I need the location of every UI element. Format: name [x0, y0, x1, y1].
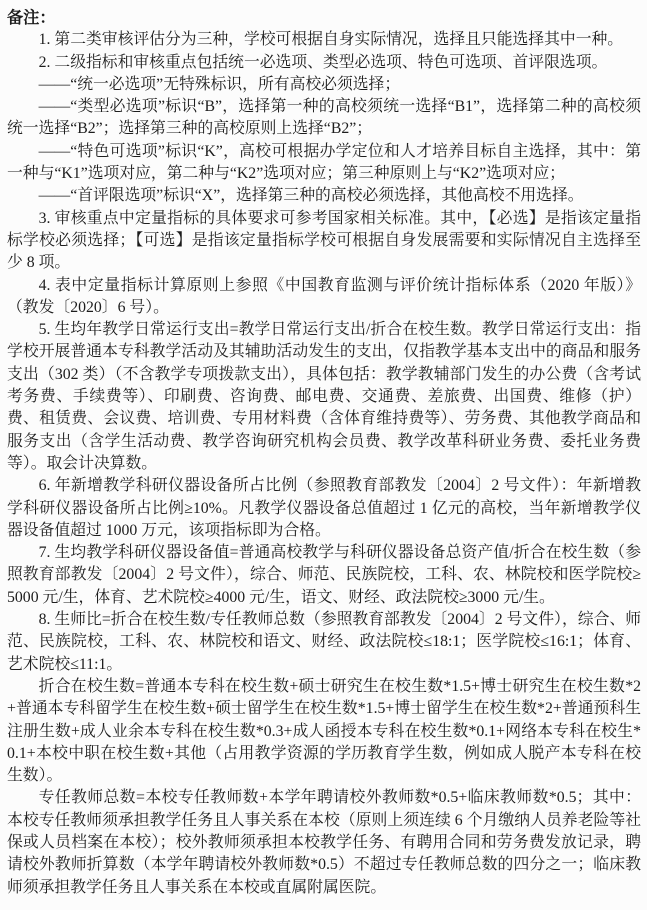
note-paragraph-2b: ——“类型必选项”标识“B”，选择第一种的高校须统一选择“B1”，选择第二种的高校须统一选择“B2”；选择第三种的高校原则上选择“B2”； — [7, 98, 641, 138]
note-paragraph-4: 4. 表中定量指标计算原则上参照《中国教育监测与评价统计指标体系（2020 年版）》（教发〔2020〕6 号）。 — [7, 276, 641, 316]
note-paragraph-2d: ——“首评限选项”标识“X”，选择第三种的高校必须选择，其他高校不用选择。 — [38, 187, 584, 205]
note-paragraph-2c: ——“特色可选项”标识“K”，高校可根据办学定位和人才培养目标自主选择，其中：第一种与“K1”选项对应，第二种与“K2”选项对应；第三种原则上与“K2”选项对应； — [7, 142, 641, 183]
note-paragraph-5: 5. 生均年教学日常运行支出=教学日常运行支出/折合在校生数。教学日常运行支出：指学校开展普通本专科教学活动及其辅助活动发生的支出，仅指教学基本支出中的商品和服务支出（302 类）（不含教学专项拨款支出），具体包括：教学教辅部门发生的办公费（含考试考务费、手续费等）、印刷费、咨询费、邮电费、交通费、差旅费、出国费、维修（护）费、租赁费、会议费、培训费、专用材料费（含体育维持费等）、劳务费、其他教学商品和服务支出（含学生活动费、教学咨询研究机构会员费、教学改革科研业务费、委托业务费等）。取会计决算数。 — [7, 321, 641, 472]
note-paragraph-2: 2. 二级指标和审核重点包括统一必选项、类型必选项、特色可选项、首评限选项。 — [38, 53, 608, 71]
note-paragraph-8: 8. 生师比=折合在校生数/专任教师总数（参照教育部教发〔2004〕2 号文件），综合、师范、民族院校，工科、农、林院校和语文、财经、政法院校≤18:1；医学院校≤16:1；体育、艺术院校≤11:1。 — [7, 611, 641, 673]
note-paragraph-1: 1. 第二类审核评估分为三种，学校可根据自身实际情况，选择且只能选择其中一种。 — [38, 31, 624, 49]
note-paragraph-8a: 折合在校生数=普通本专科在校生数+硕士研究生在校生数*1.5+博士研究生在校生数*2+普通本专科留学生在校生数+硕士留学生在校生数*1.5+博士留学生在校生数*2+普通预科生注册生数+成人业余本专科在校生数*0.3+成人函授本专科在校生数*0.1+网络本专科在校生*0.1+本校中职在校生数+其他（占用教学资源的学历教育学生数，例如成人脱产本专科在校生数）。 — [7, 677, 641, 785]
note-paragraph-7: 7. 生均教学科研仪器设备值=普通高校教学与科研仪器设备总资产值/折合在校生数（参照教育部教发〔2004〕2 号文件），综合、师范、民族院校，工科、农、林院校和医学院校≥5000 元/生，体育、艺术院校≥4000 元/生，语文、财经、政法院校≥3000 元/生。 — [7, 544, 641, 606]
notes-header: 备注： — [7, 9, 56, 27]
note-paragraph-8b: 专任教师总数=本校专任教师数+本学年聘请校外教师数*0.5+临床教师数*0.5；其中：本校专任教师须承担教学任务且人事关系在本校（原则上须连续 6 个月缴纳人员养老险等社保或人员档案在本校）；校外教师须承担本校教学任务、有聘用合同和劳务费发放记录，聘请校外教师折算数（本学年聘请校外教师数*0.5）不超过专任教师总数的四分之一；临床教师须承担教学任务且人事关系在本校或直属附属医院。 — [7, 789, 641, 896]
note-paragraph-2a: ——“统一必选项”无特殊标识，所有高校必须选择； — [38, 75, 401, 93]
note-paragraph-3: 3. 审核重点中定量指标的具体要求可参考国家相关标准。其中，【必选】是指该定量指标学校必须选择；【可选】是指该定量指标学校可根据自身发展需要和实际情况自主选择至少 8 项。 — [7, 209, 641, 272]
note-paragraph-6: 6. 年新增教学科研仪器设备所占比例（参照教育部教发〔2004〕2 号文件）：年新增教学科研仪器设备所占比例≥10%。凡教学仪器设备总值超过 1 亿元的高校，当年新增教学仪器设备值超过 1000 万元，该项指标即为合格。 — [7, 477, 641, 539]
